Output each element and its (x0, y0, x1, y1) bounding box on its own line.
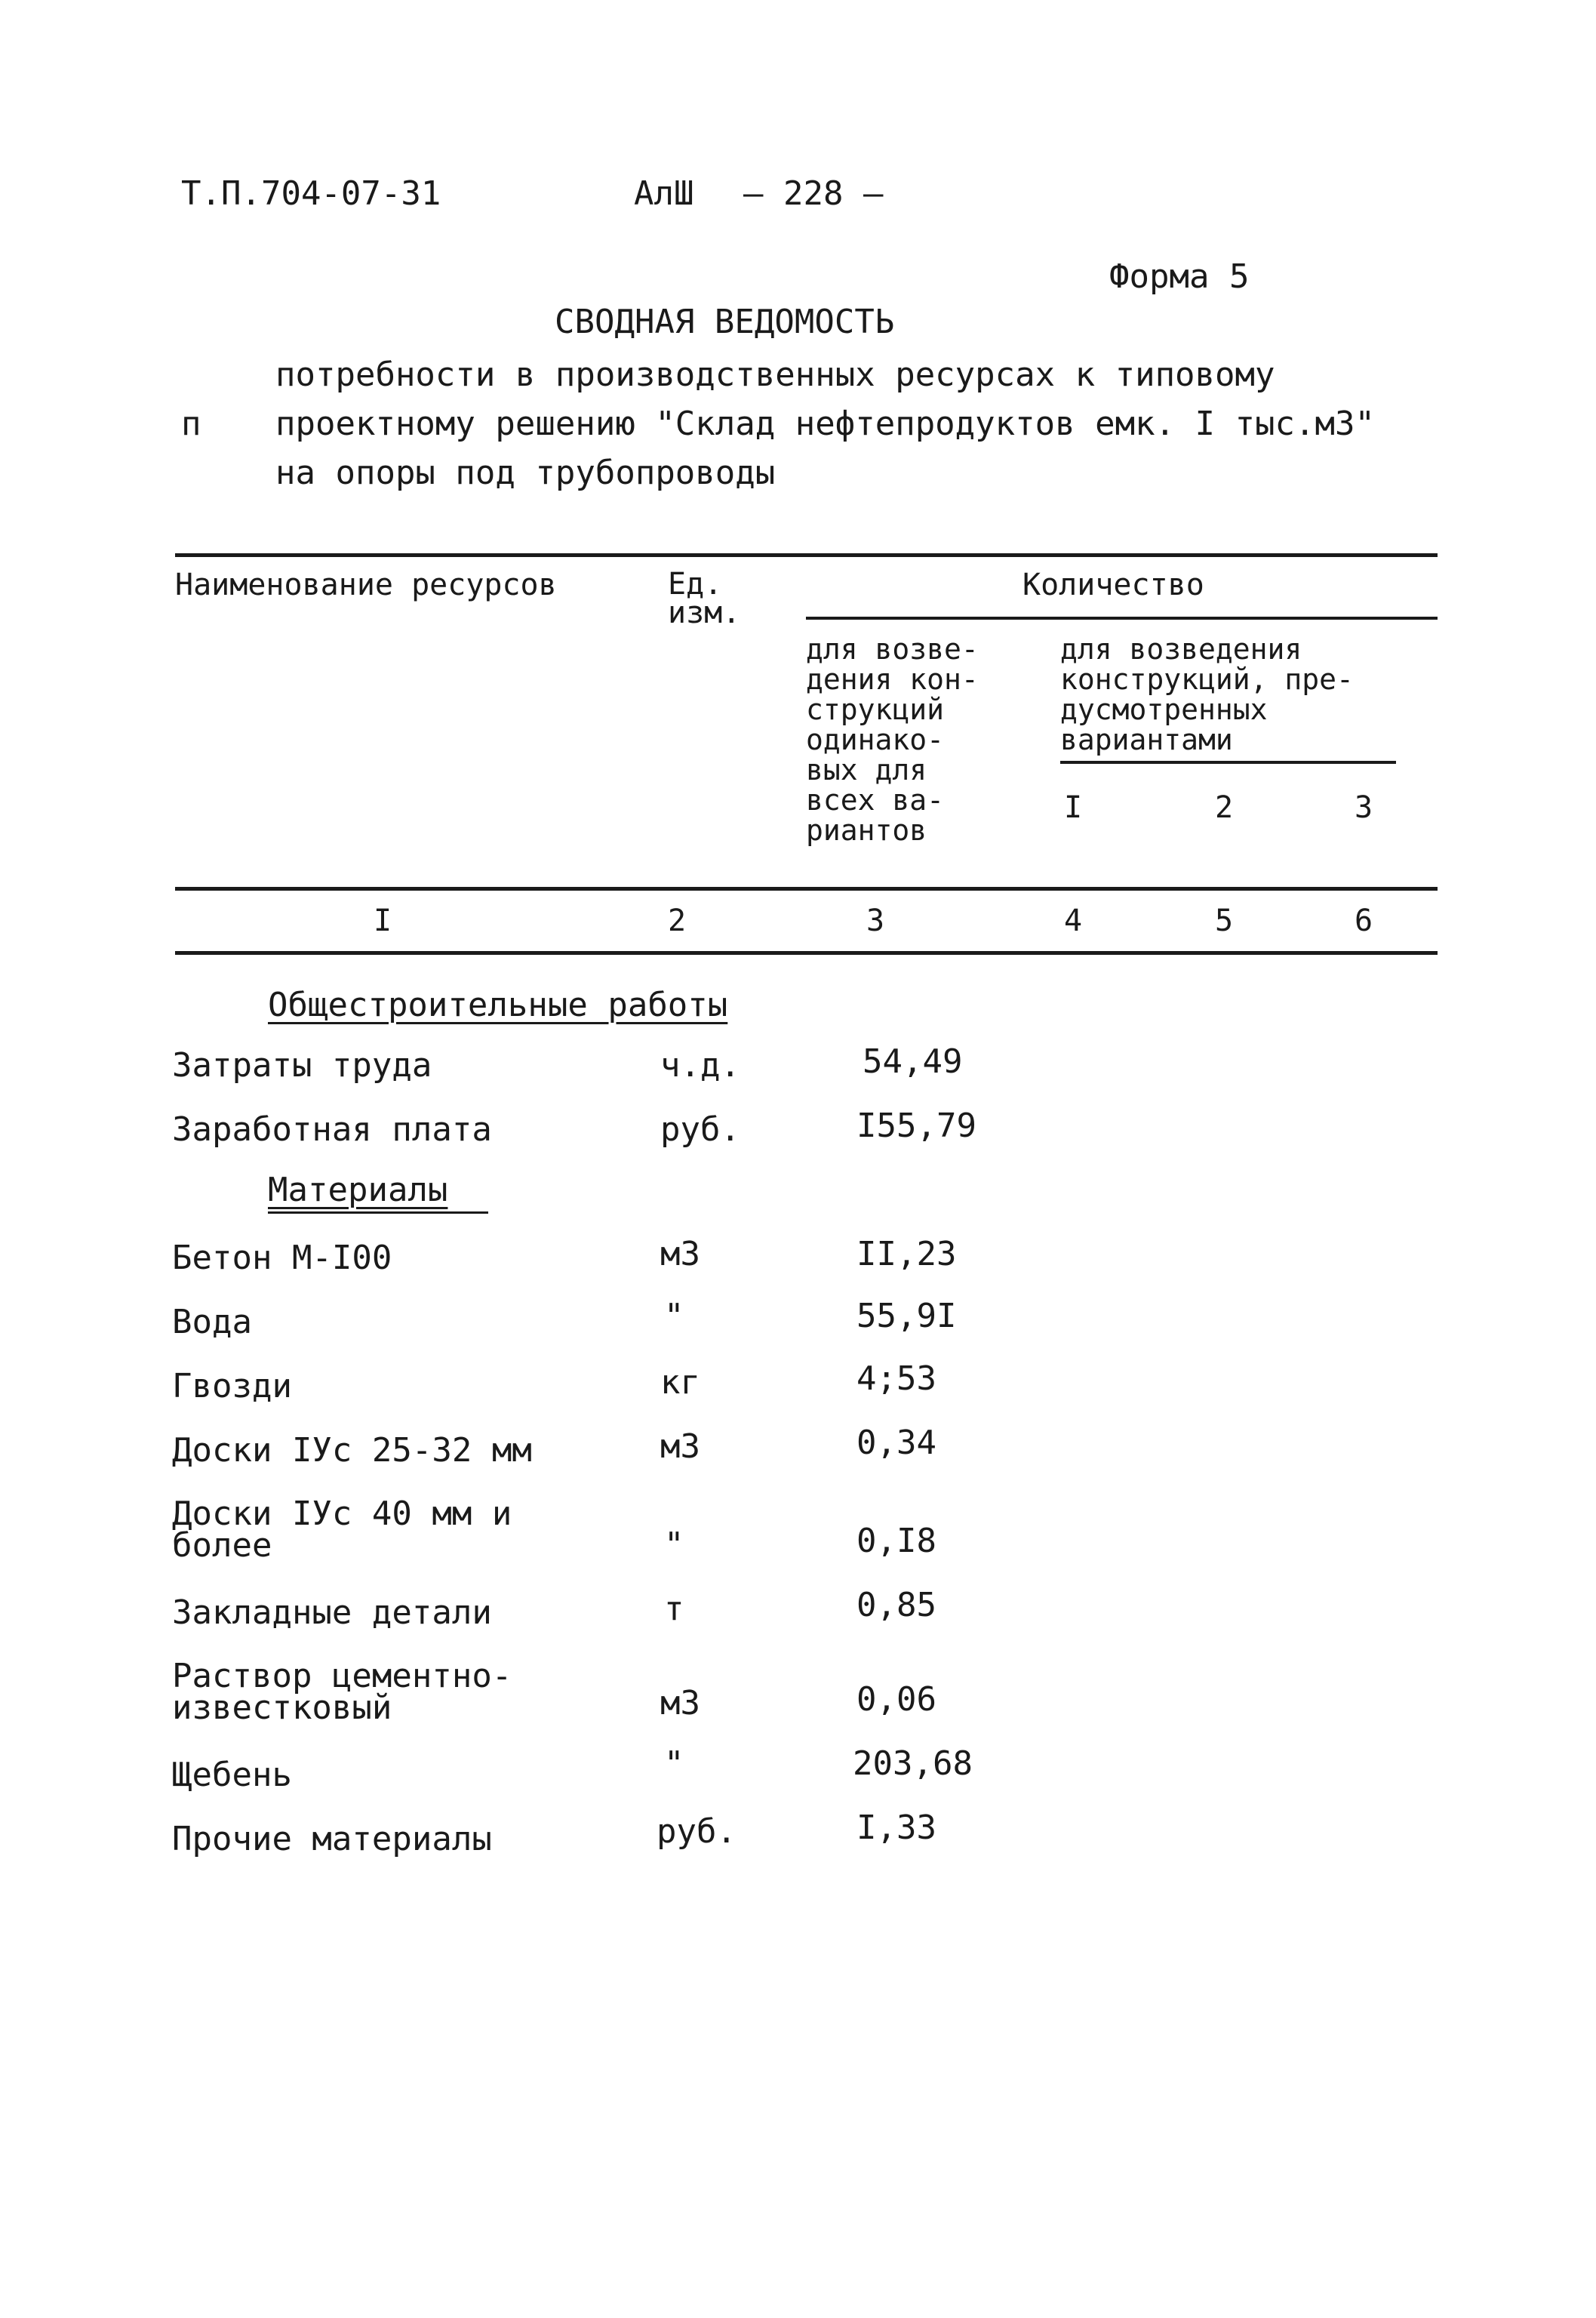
table-row-name: Доски IУс 40 мм и более (172, 1495, 512, 1565)
table-row-value: II,23 (856, 1235, 957, 1273)
table-row-unit: ч.д. (660, 1046, 740, 1085)
table-row-value: 55,9I (856, 1297, 957, 1335)
column-header-variant-3: 3 (1355, 790, 1373, 825)
section-heading-general-works: Общестроительные работы (268, 986, 728, 1024)
table-row-name: Бетон М-I00 (172, 1239, 392, 1277)
table-row-name: Прочие материалы (172, 1820, 492, 1858)
column-header-name: Наименование ресурсов (175, 568, 557, 602)
column-number: 5 (1215, 903, 1234, 938)
column-header-common: для возве- дения кон- струкций одинако- вых для всех ва- риантов (806, 633, 979, 847)
table-row-name: Гвозди (172, 1367, 292, 1405)
table-row-name: Доски IУс 25-32 мм (172, 1431, 532, 1470)
table-row-unit: м3 (660, 1684, 700, 1722)
side-mark: п (181, 405, 201, 443)
column-header-variant-2: 2 (1215, 790, 1234, 825)
column-number: I (374, 903, 392, 938)
variants-rule (1060, 761, 1396, 764)
table-row-value: 54,49 (863, 1042, 963, 1081)
column-number: 4 (1064, 903, 1083, 938)
title-line-1: потребности в производственных ресурсах к типовому (275, 356, 1275, 394)
table-row-unit: м3 (660, 1235, 700, 1273)
form-label: Форма 5 (1109, 257, 1250, 296)
table-row-value: 0,34 (856, 1424, 936, 1462)
column-number: 2 (668, 903, 687, 938)
table-row-name: Затраты труда (172, 1046, 432, 1085)
quantity-rule (806, 617, 1438, 620)
table-row-value: I,33 (856, 1809, 936, 1847)
table-row-value: 0,I8 (856, 1522, 936, 1560)
album-label: АлШ (634, 174, 694, 213)
header-bottom-rule (175, 887, 1438, 891)
table-top-rule (175, 553, 1438, 557)
table-row-unit: кг (660, 1363, 700, 1402)
title-line-2: проектному решению "Склад нефтепродуктов емк. I тыс.м3" (275, 405, 1375, 443)
column-number: 6 (1355, 903, 1373, 938)
title-line-3: на опоры под трубопроводы (275, 454, 776, 492)
column-number: 3 (866, 903, 885, 938)
table-row-name: Вода (172, 1303, 252, 1341)
column-header-unit: Ед. изм. (668, 567, 741, 630)
table-row-value: 0,85 (856, 1586, 936, 1624)
column-header-quantity: Количество (1022, 568, 1204, 602)
table-row-unit: м3 (660, 1427, 700, 1466)
table-row-unit: т (664, 1590, 684, 1628)
table-row-unit: руб. (657, 1812, 736, 1851)
table-row-unit: " (664, 1744, 684, 1783)
page-number: — 228 — (743, 174, 884, 213)
table-row-name: Раствор цементно- известковый (172, 1657, 512, 1727)
table-row-value: 4;53 (856, 1359, 936, 1398)
section-heading-materials: Материалы (268, 1171, 448, 1209)
column-numbers-rule (175, 951, 1438, 955)
column-header-variant-1: I (1064, 790, 1083, 825)
table-row-unit: руб. (660, 1110, 740, 1149)
column-header-variants: для возведения конструкций, пре- дусмотренных вариантами (1060, 633, 1354, 756)
table-row-unit: " (664, 1297, 684, 1335)
table-row-name: Щебень (172, 1756, 292, 1794)
table-row-name: Закладные детали (172, 1593, 492, 1632)
document-code: Т.П.704-07-31 (181, 174, 441, 213)
table-row-name: Заработная плата (172, 1110, 492, 1149)
table-row-unit: " (664, 1525, 684, 1564)
table-row-value: 0,06 (856, 1680, 936, 1719)
table-row-value: I55,79 (856, 1107, 976, 1145)
table-row-value: 203,68 (853, 1744, 973, 1783)
document-title: СВОДНАЯ ВЕДОМОСТЬ (555, 303, 895, 341)
materials-heading-underline (268, 1211, 488, 1214)
